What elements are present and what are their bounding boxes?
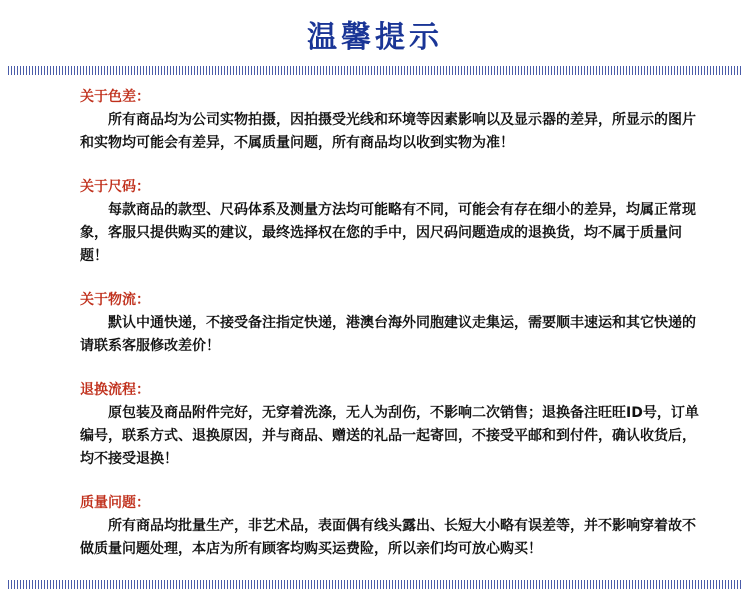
- section-body: 默认中通快递，不接受备注指定快递，港澳台海外同胞建议走集运，需要顺丰速运和其它快递的请联系客服修改差价！: [80, 315, 696, 354]
- section-quality: [80, 492, 700, 561]
- section-heading: 关于色差：: [80, 89, 150, 105]
- section-size: [80, 176, 700, 268]
- section-heading: 关于物流：: [80, 292, 150, 308]
- section-color-difference: [80, 86, 700, 155]
- section-return-process: [80, 379, 700, 471]
- notice-content: [80, 86, 700, 561]
- bottom-divider: [8, 580, 742, 589]
- section-logistics: [80, 289, 700, 358]
- section-body: 所有商品均批量生产，非艺术品，表面偶有线头露出、长短大小略有误差等，并不影响穿着故不做质量问题处理，本店为所有顾客均购买运费险，所以亲们均可放心购买！: [80, 518, 696, 557]
- section-heading: 退换流程：: [80, 382, 150, 398]
- section-body: 所有商品均为公司实物拍摄，因拍摄受光线和环境等因素影响以及显示器的差异，所显示的图片和实物均可能会有差异，不属质量问题，所有商品均以收到实物为准！: [80, 112, 696, 151]
- top-divider: [8, 66, 742, 75]
- section-heading: 关于尺码：: [80, 179, 150, 195]
- page-title: 温馨提示: [307, 20, 443, 55]
- section-body: 原包装及商品附件完好，无穿着洗涤，无人为刮伤，不影响二次销售；退换备注旺旺ID号，订单编号，联系方式、退换原因，并与商品、赠送的礼品一起寄回，不接受平邮和到付件，确认收货后，均不接受退换！: [80, 405, 699, 467]
- section-body: 每款商品的款型、尺码体系及测量方法均可能略有不同，可能会有存在细小的差异，均属正常现象，客服只提供购买的建议，最终选择权在您的手中，因尺码问题造成的退换货，均不属于质量问题！: [80, 202, 696, 264]
- section-heading: 质量问题：: [80, 495, 150, 511]
